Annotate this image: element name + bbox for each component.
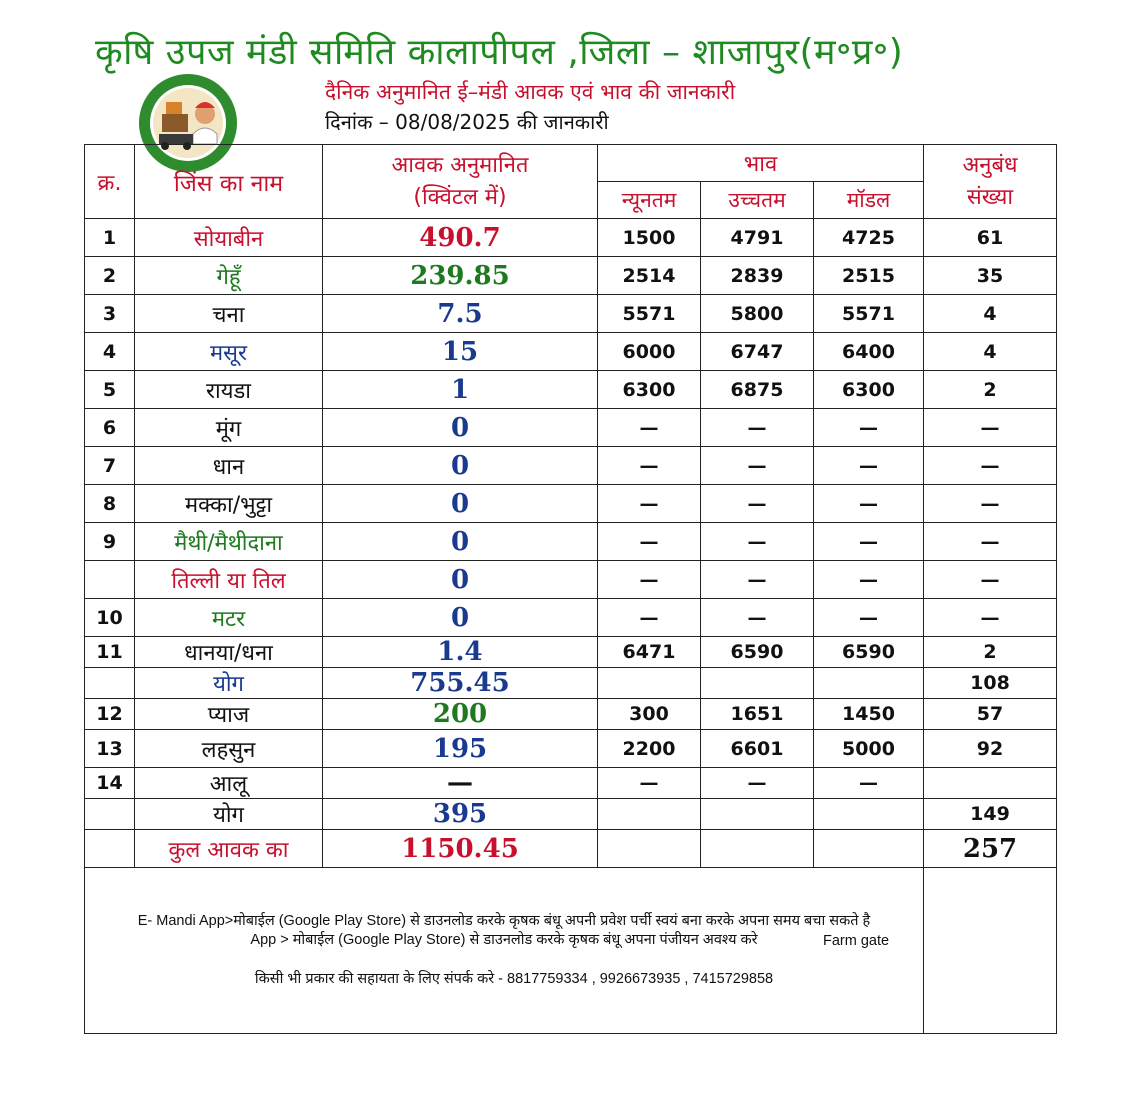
row-commodity: धान (135, 447, 323, 485)
row-min: — (598, 599, 701, 637)
row-model: 5571 (814, 295, 924, 333)
row-count: — (924, 485, 1057, 523)
row-commodity: रायडा (135, 371, 323, 409)
row-count (924, 768, 1057, 799)
row-model (814, 799, 924, 830)
header-min: न्यूनतम (598, 182, 701, 219)
row-arrival: — (323, 768, 598, 799)
row-count: — (924, 447, 1057, 485)
row-commodity: योग (135, 668, 323, 699)
header-model: मॉडल (814, 182, 924, 219)
row-max: 6601 (701, 730, 814, 768)
row-model: — (814, 485, 924, 523)
footer-contact: किसी भी प्रकार की सहायता के लिए संपर्क करे - 8817759334 , 9926673935 , 7415729858 (254, 971, 774, 987)
table-row (85, 257, 1057, 295)
row-min (598, 668, 701, 699)
row-model: — (814, 447, 924, 485)
row-model (814, 668, 924, 699)
footer-line2: App > मोबाईल (Google Play Store) से डाउनलोड करके कृषक बंधू अपना पंजीयन अवश्य करे (250, 932, 758, 948)
page-title: कृषि उपज मंडी समिति कालापीपल ,जिला – शाजापुर(म॰प्र॰) (95, 32, 904, 73)
table-row (85, 599, 1057, 637)
row-model: 4725 (814, 219, 924, 257)
row-min: — (598, 523, 701, 561)
row-serial: 4 (85, 333, 135, 371)
row-max (701, 668, 814, 699)
table-row (85, 768, 1057, 799)
row-commodity: चना (135, 295, 323, 333)
row-arrival: 1.4 (323, 637, 598, 668)
row-serial: 7 (85, 447, 135, 485)
row-serial: 2 (85, 257, 135, 295)
row-min (598, 830, 701, 868)
table-row (85, 830, 1057, 868)
row-arrival: 0 (323, 599, 598, 637)
row-arrival: 0 (323, 447, 598, 485)
row-commodity: गेहूँ (135, 257, 323, 295)
row-model: 6590 (814, 637, 924, 668)
row-max: — (701, 523, 814, 561)
header-arrival (323, 145, 598, 219)
row-serial (85, 668, 135, 699)
footer-farm-gate: Farm gate (823, 933, 890, 949)
row-serial: 10 (85, 599, 135, 637)
row-commodity: कुल आवक का (135, 830, 323, 868)
row-arrival: 1 (323, 371, 598, 409)
row-serial: 1 (85, 219, 135, 257)
table-row (85, 561, 1057, 599)
row-count: 257 (924, 830, 1057, 868)
table-row (85, 295, 1057, 333)
row-min: — (598, 485, 701, 523)
row-max: — (701, 447, 814, 485)
row-model: 2515 (814, 257, 924, 295)
header-max: उच्चतम (701, 182, 814, 219)
row-model: 6400 (814, 333, 924, 371)
row-serial: 11 (85, 637, 135, 668)
header-arrival-line2: (क्विंटल में) (413, 184, 507, 210)
row-model (814, 830, 924, 868)
row-commodity: मूंग (135, 409, 323, 447)
row-min: — (598, 409, 701, 447)
row-count: 61 (924, 219, 1057, 257)
row-serial: 8 (85, 485, 135, 523)
row-serial: 9 (85, 523, 135, 561)
row-count: — (924, 409, 1057, 447)
row-min: 6000 (598, 333, 701, 371)
mandi-rates-table (84, 144, 1057, 1034)
row-max: — (701, 599, 814, 637)
row-count: — (924, 561, 1057, 599)
row-arrival: 239.85 (323, 257, 598, 295)
table-row (85, 668, 1057, 699)
row-serial: 13 (85, 730, 135, 768)
row-model: 5000 (814, 730, 924, 768)
row-commodity: तिल्ली या तिल (135, 561, 323, 599)
row-max: 6875 (701, 371, 814, 409)
row-arrival: 195 (323, 730, 598, 768)
row-count: 2 (924, 637, 1057, 668)
row-min: 2514 (598, 257, 701, 295)
row-commodity: मैथी/मैथीदाना (135, 523, 323, 561)
row-model: — (814, 561, 924, 599)
row-commodity: योग (135, 799, 323, 830)
row-arrival: 490.7 (323, 219, 598, 257)
row-arrival: 395 (323, 799, 598, 830)
row-count: 57 (924, 699, 1057, 730)
table-row (85, 485, 1057, 523)
row-model: — (814, 523, 924, 561)
header-contracts (924, 145, 1057, 219)
table-row (85, 699, 1057, 730)
row-min (598, 799, 701, 830)
row-max: 1651 (701, 699, 814, 730)
table-row (85, 333, 1057, 371)
row-commodity: आलू (135, 768, 323, 799)
row-model: 6300 (814, 371, 924, 409)
row-min: 1500 (598, 219, 701, 257)
row-count: 149 (924, 799, 1057, 830)
table-row (85, 730, 1057, 768)
row-commodity: प्याज (135, 699, 323, 730)
row-count: — (924, 523, 1057, 561)
row-min: 2200 (598, 730, 701, 768)
row-serial: 6 (85, 409, 135, 447)
table-row (85, 523, 1057, 561)
row-commodity: धानया/धना (135, 637, 323, 668)
row-count: 4 (924, 333, 1057, 371)
table-row (85, 799, 1057, 830)
row-max: 5800 (701, 295, 814, 333)
row-min: — (598, 447, 701, 485)
row-model: 1450 (814, 699, 924, 730)
header-contracts-line1: अनुबंध (962, 152, 1018, 178)
row-count: 35 (924, 257, 1057, 295)
footer-line1: E- Mandi App>मोबाईल (Google Play Store) से डाउनलोड करके कृषक बंधू अपनी प्रवेश पर्ची स्वयं बना करके अपना समय बचा सकते है (137, 913, 871, 929)
row-max: — (701, 409, 814, 447)
row-serial (85, 830, 135, 868)
footer-row (85, 868, 1057, 1034)
page-subtitle: दैनिक अनुमानित ई–मंडी आवक एवं भाव की जानकारी (325, 80, 736, 104)
footer-blank-cell (924, 868, 1057, 1034)
row-min: 300 (598, 699, 701, 730)
header-price: भाव (598, 145, 924, 182)
row-max: — (701, 485, 814, 523)
row-count: 4 (924, 295, 1057, 333)
row-arrival: 7.5 (323, 295, 598, 333)
row-count: 92 (924, 730, 1057, 768)
row-count: 108 (924, 668, 1057, 699)
row-serial: 14 (85, 768, 135, 799)
header-contracts-line2: संख्या (966, 184, 1014, 210)
row-serial (85, 561, 135, 599)
row-serial: 3 (85, 295, 135, 333)
row-arrival: 200 (323, 699, 598, 730)
row-max: 6590 (701, 637, 814, 668)
header-serial: क्र. (85, 145, 135, 219)
row-arrival: 0 (323, 561, 598, 599)
row-serial: 5 (85, 371, 135, 409)
row-min: — (598, 768, 701, 799)
row-model: — (814, 768, 924, 799)
row-commodity: सोयाबीन (135, 219, 323, 257)
row-arrival: 0 (323, 409, 598, 447)
row-min: 5571 (598, 295, 701, 333)
row-min: 6300 (598, 371, 701, 409)
table-row (85, 371, 1057, 409)
row-min: — (598, 561, 701, 599)
row-arrival: 755.45 (323, 668, 598, 699)
row-commodity: मक्का/भुट्टा (135, 485, 323, 523)
row-arrival: 0 (323, 523, 598, 561)
row-max: 2839 (701, 257, 814, 295)
row-commodity: मसूर (135, 333, 323, 371)
row-max: 6747 (701, 333, 814, 371)
table-row (85, 637, 1057, 668)
table-row (85, 219, 1057, 257)
row-arrival: 0 (323, 485, 598, 523)
table-row (85, 409, 1057, 447)
row-max: — (701, 561, 814, 599)
row-max (701, 830, 814, 868)
row-max: — (701, 768, 814, 799)
row-serial (85, 799, 135, 830)
header-arrival-line1: आवक अनुमानित (391, 152, 529, 178)
row-arrival: 15 (323, 333, 598, 371)
row-serial: 12 (85, 699, 135, 730)
header-commodity: जिंस का नाम (135, 145, 323, 219)
row-arrival: 1150.45 (323, 830, 598, 868)
table-row (85, 447, 1057, 485)
row-max (701, 799, 814, 830)
row-commodity: लहसुन (135, 730, 323, 768)
row-commodity: मटर (135, 599, 323, 637)
row-max: 4791 (701, 219, 814, 257)
footer-note (85, 868, 924, 1034)
row-model: — (814, 409, 924, 447)
row-model: — (814, 599, 924, 637)
row-count: 2 (924, 371, 1057, 409)
date-line: दिनांक – 08/08/2025 की जानकारी (325, 110, 609, 134)
row-min: 6471 (598, 637, 701, 668)
row-count: — (924, 599, 1057, 637)
